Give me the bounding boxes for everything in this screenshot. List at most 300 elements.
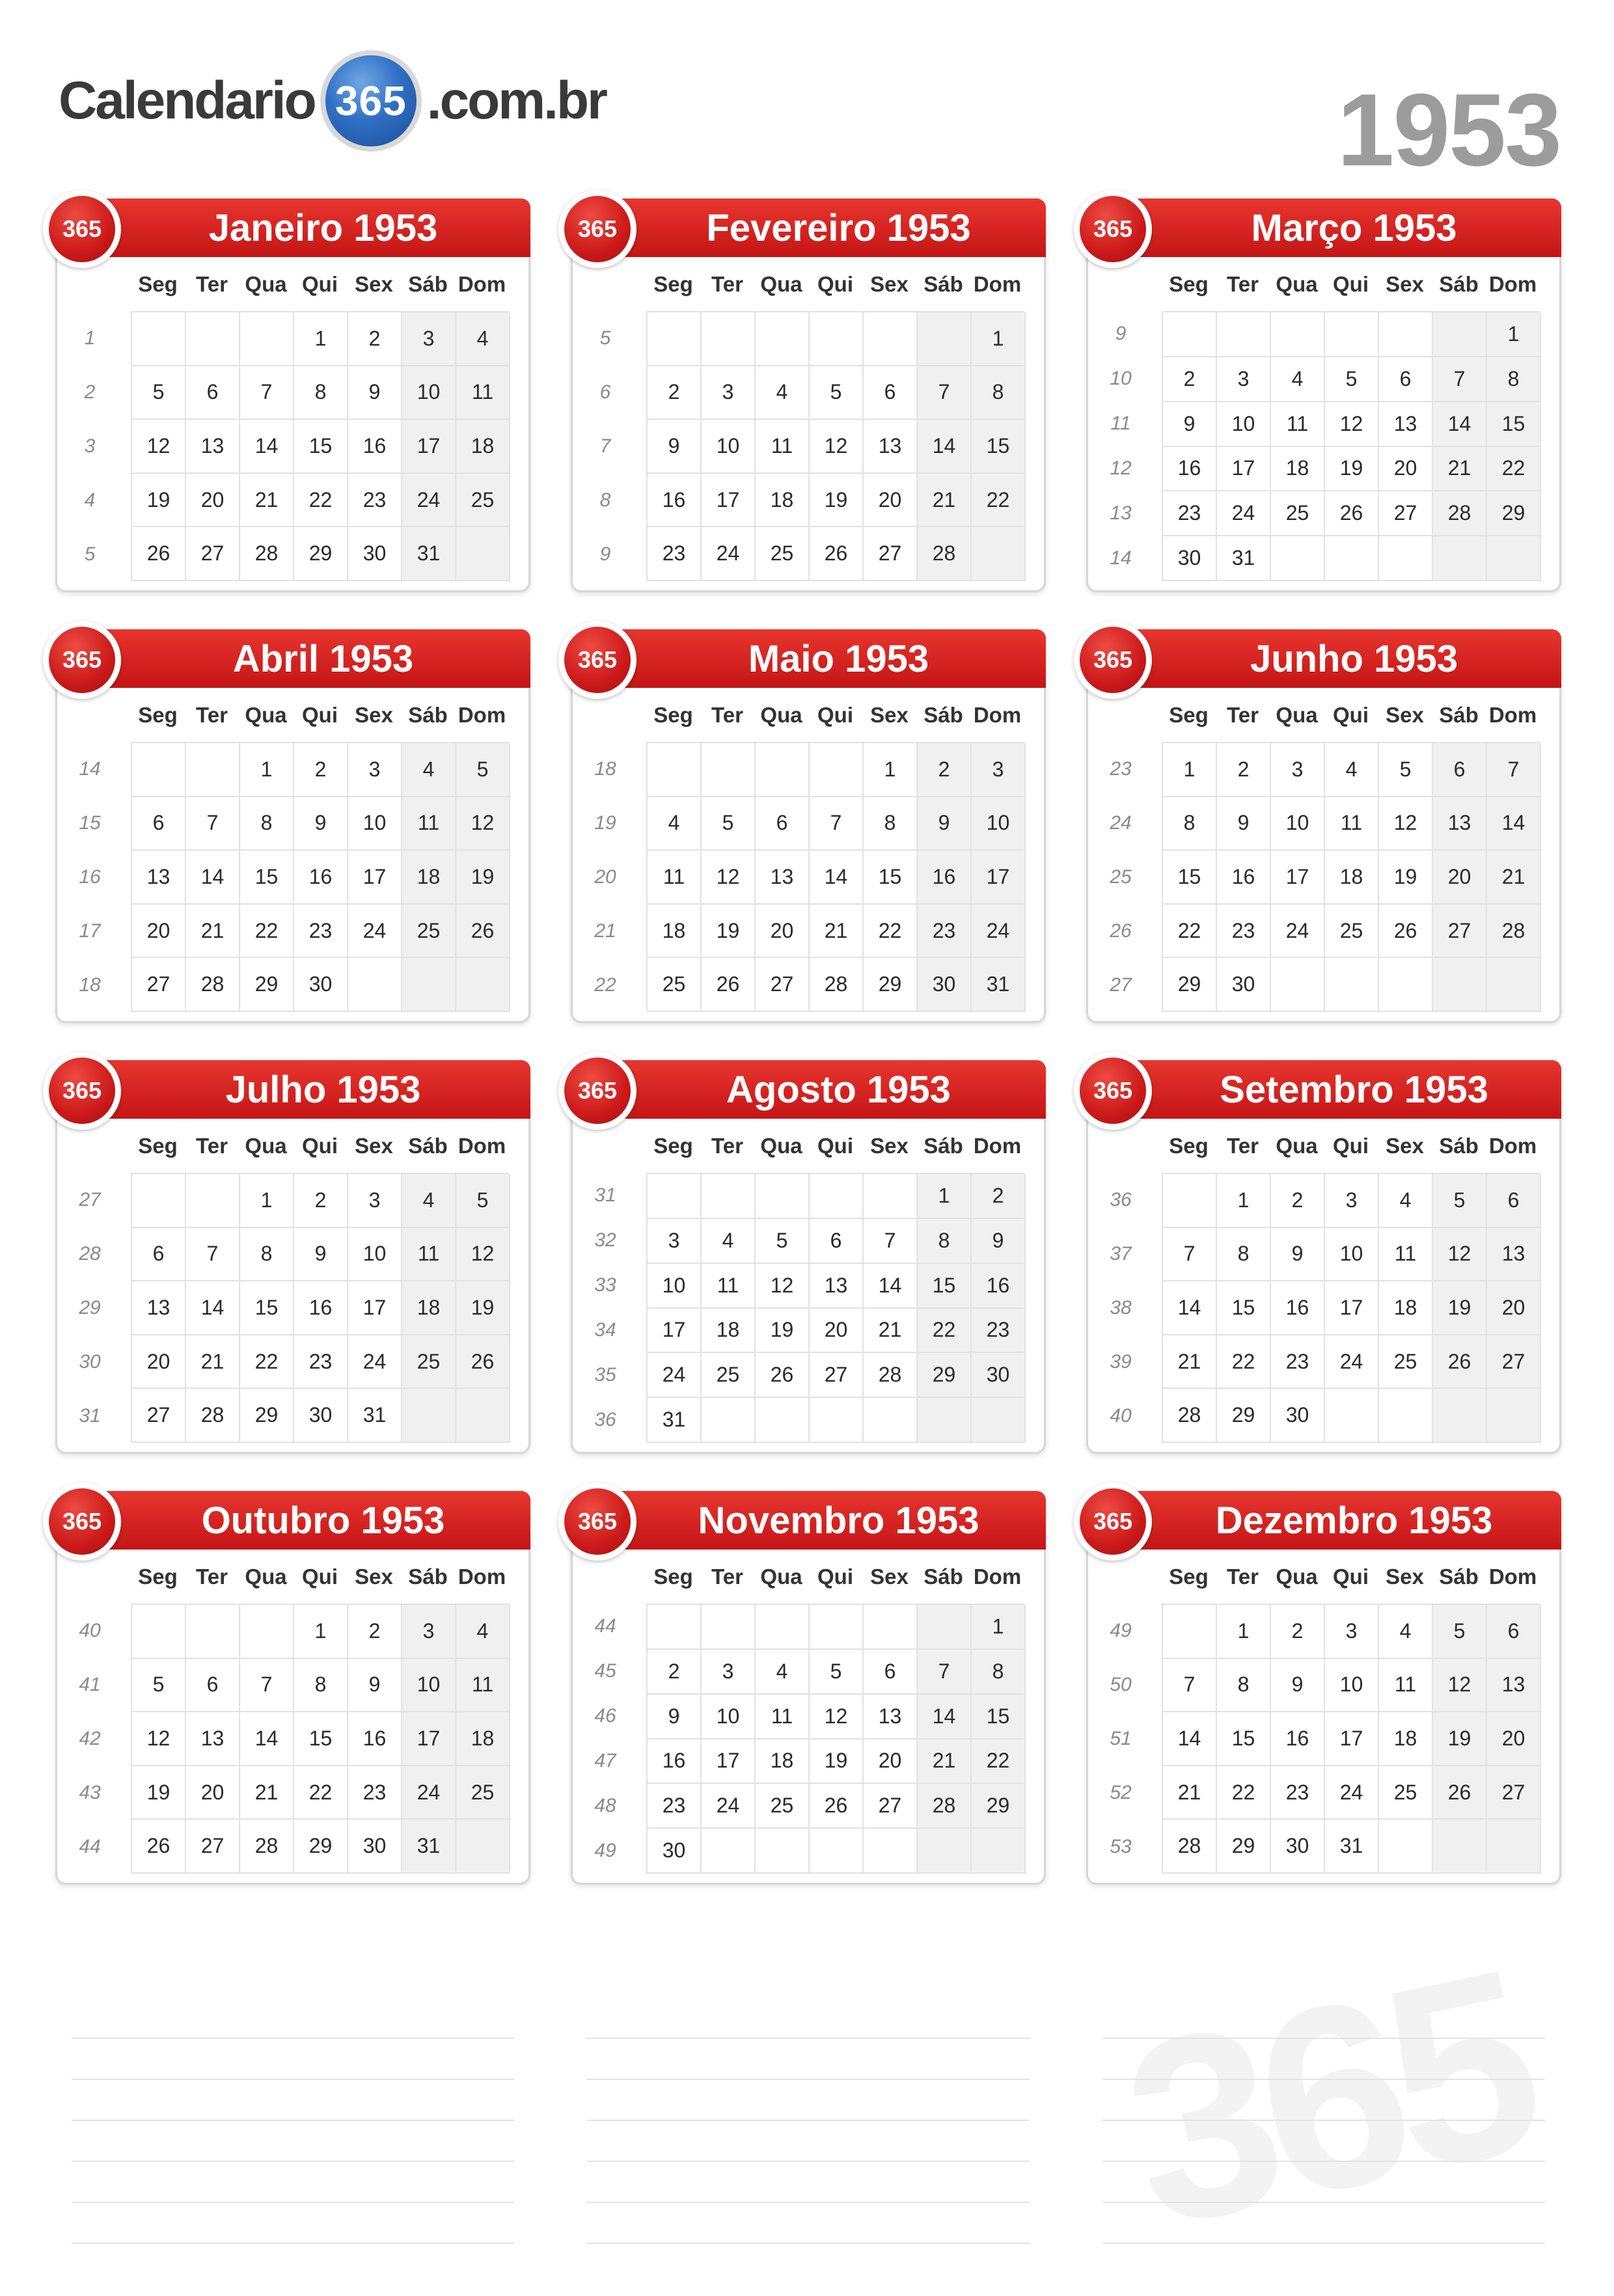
day-cell: 4 <box>702 1219 756 1264</box>
day-cell: 14 <box>810 851 864 905</box>
note-line <box>587 2121 1030 2162</box>
weekday-label: Sex <box>870 1565 909 1589</box>
weekday-header <box>1162 1565 1540 1589</box>
watermark-365: 365 <box>1104 1915 1552 2282</box>
day-cell: 1 <box>864 743 918 797</box>
month-card <box>55 1491 530 1885</box>
week-number: 18 <box>594 758 616 780</box>
weekend-day-cell: 5 <box>1433 1174 1487 1228</box>
day-cell: 26 <box>810 527 864 581</box>
month-badge <box>1074 1483 1152 1561</box>
day-cell: 9 <box>1163 402 1217 447</box>
weekday-label: Sex <box>355 703 393 727</box>
day-cell <box>810 1605 864 1650</box>
weekday-label: Ter <box>711 272 743 296</box>
week-number: 13 <box>1110 502 1132 525</box>
weekday-label: Sex <box>355 1565 393 1589</box>
day-cell <box>756 1605 810 1650</box>
weekend-day-cell: 1 <box>972 312 1026 366</box>
weekend-day-cell: 7 <box>1433 357 1487 402</box>
weekday-label: Qui <box>1333 703 1369 727</box>
day-cell: 7 <box>1163 1659 1217 1713</box>
weekend-day-cell: 15 <box>1487 402 1541 447</box>
day-cell: 28 <box>1163 1389 1217 1443</box>
weekend-day-cell: 1 <box>918 1174 972 1219</box>
day-cell: 4 <box>1379 1605 1433 1659</box>
day-cell: 7 <box>240 1659 294 1713</box>
day-cell: 26 <box>756 1353 810 1398</box>
weekend-day-cell: 9 <box>918 797 972 851</box>
weekday-label: Sáb <box>923 1565 963 1589</box>
day-cell: 3 <box>1325 1605 1379 1659</box>
day-cell: 16 <box>648 1740 702 1784</box>
day-cell: 16 <box>1271 1281 1325 1335</box>
weekday-label: Sáb <box>923 703 963 727</box>
weekday-label: Sáb <box>1439 1565 1479 1589</box>
month-title: Setembro 1953 <box>1101 1060 1561 1119</box>
weekend-day-cell: 7 <box>1487 743 1541 797</box>
day-cell: 29 <box>1163 958 1217 1012</box>
weekday-label: Qua <box>1276 1565 1318 1589</box>
day-cell: 23 <box>294 1335 348 1389</box>
day-cell: 17 <box>1325 1712 1379 1766</box>
day-cell: 10 <box>1325 1228 1379 1282</box>
note-line <box>72 1998 514 2039</box>
day-cell: 21 <box>1163 1766 1217 1820</box>
weekday-label: Ter <box>1227 1565 1259 1589</box>
day-cell: 8 <box>294 366 348 420</box>
day-cell: 24 <box>702 527 756 581</box>
day-cell: 12 <box>1379 797 1433 851</box>
weekend-day-cell: 24 <box>402 1766 456 1820</box>
week-number: 31 <box>594 1184 616 1206</box>
weekday-label: Sáb <box>1439 1134 1479 1158</box>
day-cell: 31 <box>348 1389 402 1443</box>
weekend-day-cell: 11 <box>456 366 510 420</box>
weekend-day-cell: 6 <box>1433 743 1487 797</box>
day-cell <box>864 312 918 366</box>
month-title: Outubro 1953 <box>70 1491 530 1550</box>
month-card <box>55 198 530 592</box>
weekend-day-cell: 15 <box>918 1264 972 1309</box>
day-cell: 18 <box>1379 1712 1433 1766</box>
week-number: 40 <box>79 1619 101 1641</box>
weekend-day-cell: 19 <box>1433 1712 1487 1766</box>
month-title: Junho 1953 <box>1101 629 1561 688</box>
week-number: 5 <box>599 327 611 349</box>
day-cell: 10 <box>1325 1659 1379 1713</box>
month-title: Maio 1953 <box>586 629 1046 688</box>
week-number: 6 <box>599 381 611 403</box>
week-number: 26 <box>1110 920 1132 942</box>
weekday-label: Dom <box>458 1565 506 1589</box>
day-cell: 24 <box>702 1784 756 1829</box>
weekday-label: Sex <box>1386 1134 1424 1158</box>
weekend-day-cell <box>402 958 456 1012</box>
weekend-day-cell: 21 <box>1433 447 1487 492</box>
note-line <box>72 2162 514 2203</box>
week-numbers <box>1088 1604 1153 1874</box>
day-cell <box>132 1605 186 1659</box>
notes-column-2 <box>587 1998 1030 2244</box>
day-cell: 19 <box>1325 447 1379 492</box>
day-cell <box>756 1829 810 1874</box>
weekday-header <box>646 272 1024 297</box>
month-badge <box>1074 621 1152 699</box>
day-cell: 5 <box>810 366 864 420</box>
week-number: 41 <box>79 1673 101 1695</box>
day-cell: 28 <box>1163 1820 1217 1874</box>
day-cell: 25 <box>648 958 702 1012</box>
day-cell: 4 <box>1379 1174 1433 1228</box>
day-cell <box>810 743 864 797</box>
day-cell: 21 <box>1163 1335 1217 1389</box>
week-number: 52 <box>1110 1781 1132 1803</box>
day-cell: 4 <box>648 797 702 851</box>
week-number: 27 <box>79 1188 101 1210</box>
week-numbers <box>1088 742 1153 1012</box>
day-cell: 29 <box>294 1820 348 1874</box>
day-cell: 10 <box>702 1695 756 1740</box>
week-number: 16 <box>79 866 101 888</box>
month-badge-label: 365 <box>49 1488 115 1555</box>
weekend-day-cell <box>1433 1820 1487 1874</box>
day-cell <box>1163 1174 1217 1228</box>
month-title: Dezembro 1953 <box>1101 1491 1561 1550</box>
weekend-day-cell: 30 <box>918 958 972 1012</box>
note-line <box>72 2080 514 2121</box>
day-cell: 24 <box>1217 491 1271 536</box>
day-cell <box>1271 958 1325 1012</box>
month-badge-label: 365 <box>1080 196 1146 262</box>
weekend-day-cell: 4 <box>456 312 510 366</box>
weekday-label: Seg <box>1169 1565 1209 1589</box>
weekday-label: Qua <box>760 272 802 296</box>
day-cell <box>1379 958 1433 1012</box>
day-cell: 30 <box>1271 1389 1325 1443</box>
day-cell <box>756 1174 810 1219</box>
weekday-label: Seg <box>653 1565 693 1589</box>
day-cell: 31 <box>648 1398 702 1443</box>
weekend-day-cell <box>402 1389 456 1443</box>
weekend-day-cell: 1 <box>1487 312 1541 357</box>
day-cell: 30 <box>1217 958 1271 1012</box>
day-cell: 24 <box>648 1353 702 1398</box>
note-line <box>1102 1998 1545 2039</box>
weekend-day-cell: 29 <box>1487 491 1541 536</box>
day-cell: 18 <box>756 1740 810 1784</box>
day-cell: 17 <box>1217 447 1271 492</box>
weekend-day-cell: 11 <box>402 797 456 851</box>
day-cell: 16 <box>348 1712 402 1766</box>
weekday-label: Ter <box>1227 703 1259 727</box>
weekend-day-cell: 30 <box>972 1353 1026 1398</box>
day-cell: 9 <box>348 1659 402 1713</box>
weekday-label: Ter <box>196 1134 228 1158</box>
weekday-label: Sáb <box>408 272 448 296</box>
weekend-day-cell: 29 <box>918 1353 972 1398</box>
day-cell: 19 <box>810 1740 864 1784</box>
day-cell: 15 <box>1217 1281 1271 1335</box>
day-cell <box>240 1605 294 1659</box>
day-grid <box>131 742 509 1012</box>
weekend-day-cell: 13 <box>1487 1659 1541 1713</box>
day-cell: 7 <box>186 797 240 851</box>
day-cell: 30 <box>648 1829 702 1874</box>
month-badge-label: 365 <box>49 196 115 262</box>
weekday-label: Qua <box>1276 272 1318 296</box>
weekday-label: Sáb <box>408 1565 448 1589</box>
week-number: 50 <box>1110 1673 1132 1695</box>
day-cell: 6 <box>132 797 186 851</box>
day-cell: 19 <box>810 474 864 528</box>
day-grid <box>646 742 1024 1012</box>
week-number: 48 <box>594 1795 616 1817</box>
day-cell: 31 <box>1325 1820 1379 1874</box>
weekday-label: Seg <box>138 1565 178 1589</box>
day-cell: 21 <box>810 905 864 959</box>
day-cell: 13 <box>186 420 240 474</box>
weekday-label: Seg <box>138 703 178 727</box>
day-cell: 3 <box>1217 357 1271 402</box>
day-cell: 20 <box>864 1740 918 1784</box>
week-number: 3 <box>84 435 96 457</box>
day-cell <box>702 743 756 797</box>
week-numbers <box>57 1604 122 1874</box>
weekday-label: Sáb <box>408 1134 448 1158</box>
week-number: 44 <box>79 1835 101 1857</box>
weekend-day-cell: 20 <box>1433 851 1487 905</box>
weekend-day-cell: 25 <box>402 1335 456 1389</box>
weekend-day-cell: 22 <box>972 1740 1026 1784</box>
day-cell: 29 <box>240 1389 294 1443</box>
day-cell: 18 <box>1271 447 1325 492</box>
weekend-day-cell <box>918 1605 972 1650</box>
day-cell: 17 <box>348 1281 402 1335</box>
week-number: 24 <box>1110 812 1132 834</box>
weekend-day-cell: 22 <box>1487 447 1541 492</box>
month-badge <box>43 1052 121 1130</box>
day-cell: 7 <box>810 797 864 851</box>
day-cell: 13 <box>756 851 810 905</box>
weekday-label: Qui <box>1333 1565 1369 1589</box>
weekend-day-cell: 25 <box>402 905 456 959</box>
day-cell <box>186 312 240 366</box>
day-grid <box>1162 742 1540 1012</box>
weekend-day-cell: 12 <box>1433 1228 1487 1282</box>
week-number: 9 <box>1115 322 1127 344</box>
week-number: 15 <box>79 812 101 834</box>
weekend-day-cell: 21 <box>918 1740 972 1784</box>
day-cell: 19 <box>132 1766 186 1820</box>
site-logo[interactable] <box>59 46 606 156</box>
weekday-label: Sáb <box>408 703 448 727</box>
day-cell: 15 <box>864 851 918 905</box>
day-cell: 1 <box>1217 1174 1271 1228</box>
day-cell: 14 <box>1163 1281 1217 1335</box>
weekday-label: Qui <box>817 272 853 296</box>
day-cell: 15 <box>240 851 294 905</box>
day-cell <box>648 1174 702 1219</box>
day-cell: 5 <box>702 797 756 851</box>
weekday-header <box>131 1134 509 1158</box>
day-cell: 25 <box>1379 1335 1433 1389</box>
day-cell: 17 <box>702 1740 756 1784</box>
day-cell: 3 <box>348 743 402 797</box>
day-cell <box>348 958 402 1012</box>
weekday-label: Seg <box>1169 1134 1209 1158</box>
day-cell: 10 <box>1271 797 1325 851</box>
day-cell: 29 <box>1217 1389 1271 1443</box>
day-cell: 29 <box>294 527 348 581</box>
month-badge-label: 365 <box>564 1488 631 1555</box>
weekday-label: Dom <box>1488 1134 1537 1158</box>
weekend-day-cell <box>1487 1389 1541 1443</box>
month-title: Março 1953 <box>1101 198 1561 257</box>
day-grid <box>1162 1604 1540 1874</box>
day-cell <box>1379 1820 1433 1874</box>
month-badge <box>558 621 636 699</box>
weekday-label: Sex <box>1386 703 1424 727</box>
weekend-day-cell: 11 <box>456 1659 510 1713</box>
day-cell: 17 <box>348 851 402 905</box>
weekend-day-cell <box>918 312 972 366</box>
day-cell: 16 <box>1217 851 1271 905</box>
weekend-day-cell: 31 <box>402 1820 456 1874</box>
day-cell: 9 <box>294 1228 348 1282</box>
weekend-day-cell: 8 <box>918 1219 972 1264</box>
week-number: 36 <box>1110 1188 1132 1210</box>
week-number: 2 <box>84 381 96 403</box>
day-cell: 26 <box>1325 491 1379 536</box>
day-cell: 24 <box>1271 905 1325 959</box>
day-cell: 20 <box>186 1766 240 1820</box>
day-cell: 5 <box>1325 357 1379 402</box>
day-cell: 21 <box>240 474 294 528</box>
month-badge-label: 365 <box>1080 1058 1146 1124</box>
weekday-label: Seg <box>1169 703 1209 727</box>
day-cell: 30 <box>348 527 402 581</box>
week-number: 49 <box>1110 1619 1132 1641</box>
week-number: 32 <box>594 1229 616 1251</box>
day-cell <box>810 312 864 366</box>
day-cell <box>1325 958 1379 1012</box>
day-cell: 25 <box>702 1353 756 1398</box>
day-cell: 8 <box>864 797 918 851</box>
month-badge <box>43 1483 121 1561</box>
day-cell: 10 <box>1217 402 1271 447</box>
week-numbers <box>1088 311 1153 581</box>
day-cell: 21 <box>240 1766 294 1820</box>
day-cell: 13 <box>810 1264 864 1309</box>
weekday-label: Ter <box>711 703 743 727</box>
day-cell <box>1325 536 1379 581</box>
day-cell: 12 <box>132 420 186 474</box>
note-line <box>587 2203 1030 2244</box>
year-title: 1953 <box>1337 73 1561 187</box>
weekend-day-cell: 20 <box>1487 1712 1541 1766</box>
day-cell: 29 <box>864 958 918 1012</box>
day-cell: 6 <box>186 366 240 420</box>
day-cell: 1 <box>294 312 348 366</box>
day-cell: 10 <box>702 420 756 474</box>
weekday-header <box>131 272 509 297</box>
note-line <box>1102 2039 1545 2080</box>
day-cell: 16 <box>648 474 702 528</box>
weekday-label: Seg <box>653 1134 693 1158</box>
day-cell: 26 <box>1379 905 1433 959</box>
weekend-day-cell: 5 <box>1433 1605 1487 1659</box>
weekend-day-cell: 8 <box>1487 357 1541 402</box>
week-number: 37 <box>1110 1242 1132 1264</box>
day-cell: 6 <box>756 797 810 851</box>
day-cell <box>702 1174 756 1219</box>
weekday-label: Dom <box>973 272 1022 296</box>
notes-column-3 <box>1102 1998 1545 2244</box>
day-cell: 3 <box>702 366 756 420</box>
weekend-day-cell <box>1433 958 1487 1012</box>
day-cell: 19 <box>1379 851 1433 905</box>
day-cell: 23 <box>294 905 348 959</box>
weekend-day-cell <box>1487 536 1541 581</box>
day-cell: 15 <box>294 420 348 474</box>
day-cell: 24 <box>348 1335 402 1389</box>
weekday-label: Ter <box>711 1134 743 1158</box>
day-cell: 17 <box>702 474 756 528</box>
month-card <box>55 629 530 1023</box>
day-cell: 4 <box>756 366 810 420</box>
weekend-day-cell: 3 <box>402 312 456 366</box>
day-cell: 12 <box>702 851 756 905</box>
weekday-label: Sáb <box>1439 703 1479 727</box>
weekend-day-cell: 10 <box>972 797 1026 851</box>
day-cell: 11 <box>702 1264 756 1309</box>
weekday-label: Ter <box>196 703 228 727</box>
weekend-day-cell: 4 <box>456 1605 510 1659</box>
week-number: 45 <box>594 1660 616 1682</box>
day-cell: 2 <box>348 1605 402 1659</box>
week-number: 51 <box>1110 1727 1132 1749</box>
day-cell: 24 <box>1325 1335 1379 1389</box>
weekend-day-cell: 22 <box>972 474 1026 528</box>
weekend-day-cell: 18 <box>402 851 456 905</box>
day-cell: 22 <box>1217 1766 1271 1820</box>
day-cell: 1 <box>240 743 294 797</box>
day-cell <box>810 1398 864 1443</box>
day-cell: 22 <box>864 905 918 959</box>
day-cell: 20 <box>864 474 918 528</box>
day-cell: 12 <box>756 1264 810 1309</box>
day-cell <box>864 1174 918 1219</box>
weekend-day-cell: 2 <box>918 743 972 797</box>
weekday-label: Qua <box>760 1565 802 1589</box>
day-cell: 27 <box>756 958 810 1012</box>
day-cell: 14 <box>864 1264 918 1309</box>
weekend-day-cell <box>456 1820 510 1874</box>
weekday-label: Qua <box>1276 1134 1318 1158</box>
day-grid <box>646 1173 1024 1443</box>
week-number: 20 <box>594 866 616 888</box>
weekend-day-cell: 23 <box>972 1309 1026 1354</box>
day-cell: 20 <box>810 1309 864 1354</box>
day-cell: 18 <box>648 905 702 959</box>
weekday-label: Qua <box>245 1134 287 1158</box>
weekend-day-cell <box>456 1389 510 1443</box>
week-number: 12 <box>1110 458 1132 480</box>
weekend-day-cell: 3 <box>972 743 1026 797</box>
note-line <box>1102 2162 1545 2203</box>
weekend-day-cell: 4 <box>402 1174 456 1228</box>
